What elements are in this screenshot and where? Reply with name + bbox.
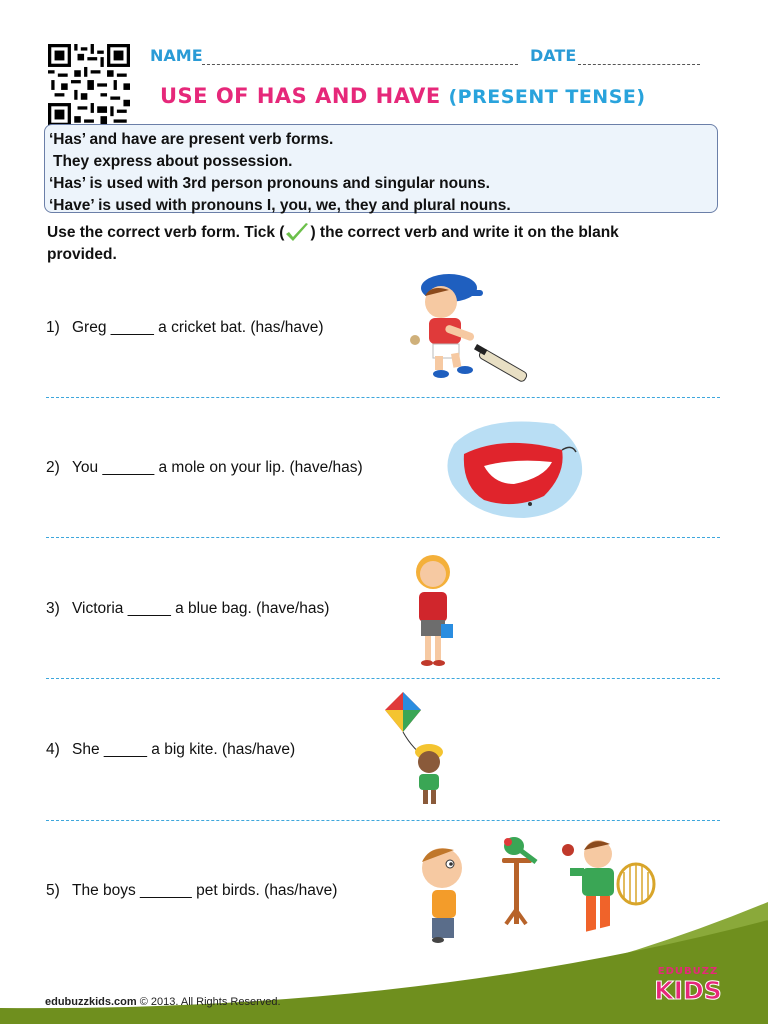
footer-site[interactable]: edubuzzkids.com	[45, 996, 137, 1008]
question-text: She _____ a big kite. (has/have)	[72, 741, 296, 758]
question-text: Victoria _____ a blue bag. (have/has)	[72, 600, 330, 617]
question-text: Greg _____ a cricket bat. (has/have)	[72, 319, 324, 336]
logo-line1: EDUBUZZ	[657, 966, 719, 977]
page-title	[160, 84, 646, 108]
info-box	[44, 124, 718, 213]
question-2	[46, 459, 363, 477]
name-field[interactable]	[202, 50, 518, 65]
separator	[46, 537, 720, 538]
edubuzz-kids-logo	[640, 966, 736, 1010]
question-1	[46, 319, 324, 337]
instruction-after: ) the correct verb and write it on the blank	[310, 224, 619, 242]
question-number: 1)	[46, 319, 60, 336]
separator	[46, 678, 720, 679]
question-4	[46, 741, 295, 759]
question-text: You ______ a mole on your lip. (have/has)	[72, 459, 363, 476]
separator	[46, 820, 720, 821]
question-text: The boys ______ pet birds. (has/have)	[72, 882, 338, 899]
name-label: NAME	[150, 46, 203, 65]
question-3	[46, 600, 329, 618]
tick-icon	[284, 222, 310, 244]
info-line: ‘Has’ and have are present verb forms.	[49, 131, 334, 148]
question-number: 3)	[46, 600, 60, 617]
footer-rest: © 2013. All Rights Reserved.	[136, 996, 281, 1008]
date-label: DATE	[530, 46, 577, 65]
title-main: USE OF HAS AND HAVE	[160, 84, 441, 108]
info-line: ‘Has’ is used with 3rd person pronouns and singular nouns.	[49, 175, 490, 192]
footer-copyright	[45, 996, 281, 1008]
question-number: 5)	[46, 882, 60, 899]
instruction	[47, 222, 727, 266]
boy-cricket-illustration	[405, 266, 535, 384]
info-line: ‘Have’ is used with pronouns I, you, we, they and plural nouns.	[49, 197, 511, 214]
date-field[interactable]	[578, 50, 700, 65]
girl-illustration	[405, 552, 461, 668]
qr-code-icon	[48, 44, 130, 126]
instruction-line2: provided.	[47, 246, 117, 264]
question-number: 4)	[46, 741, 60, 758]
info-line: They express about possession.	[53, 153, 293, 170]
separator	[46, 397, 720, 398]
logo-line2: KIDS	[654, 976, 722, 1005]
kite-child-illustration	[383, 690, 459, 808]
lips-illustration	[444, 414, 586, 520]
instruction-before: Use the correct verb form. Tick (	[47, 224, 285, 242]
title-sub: (PRESENT TENSE)	[448, 86, 646, 108]
question-number: 2)	[46, 459, 60, 476]
